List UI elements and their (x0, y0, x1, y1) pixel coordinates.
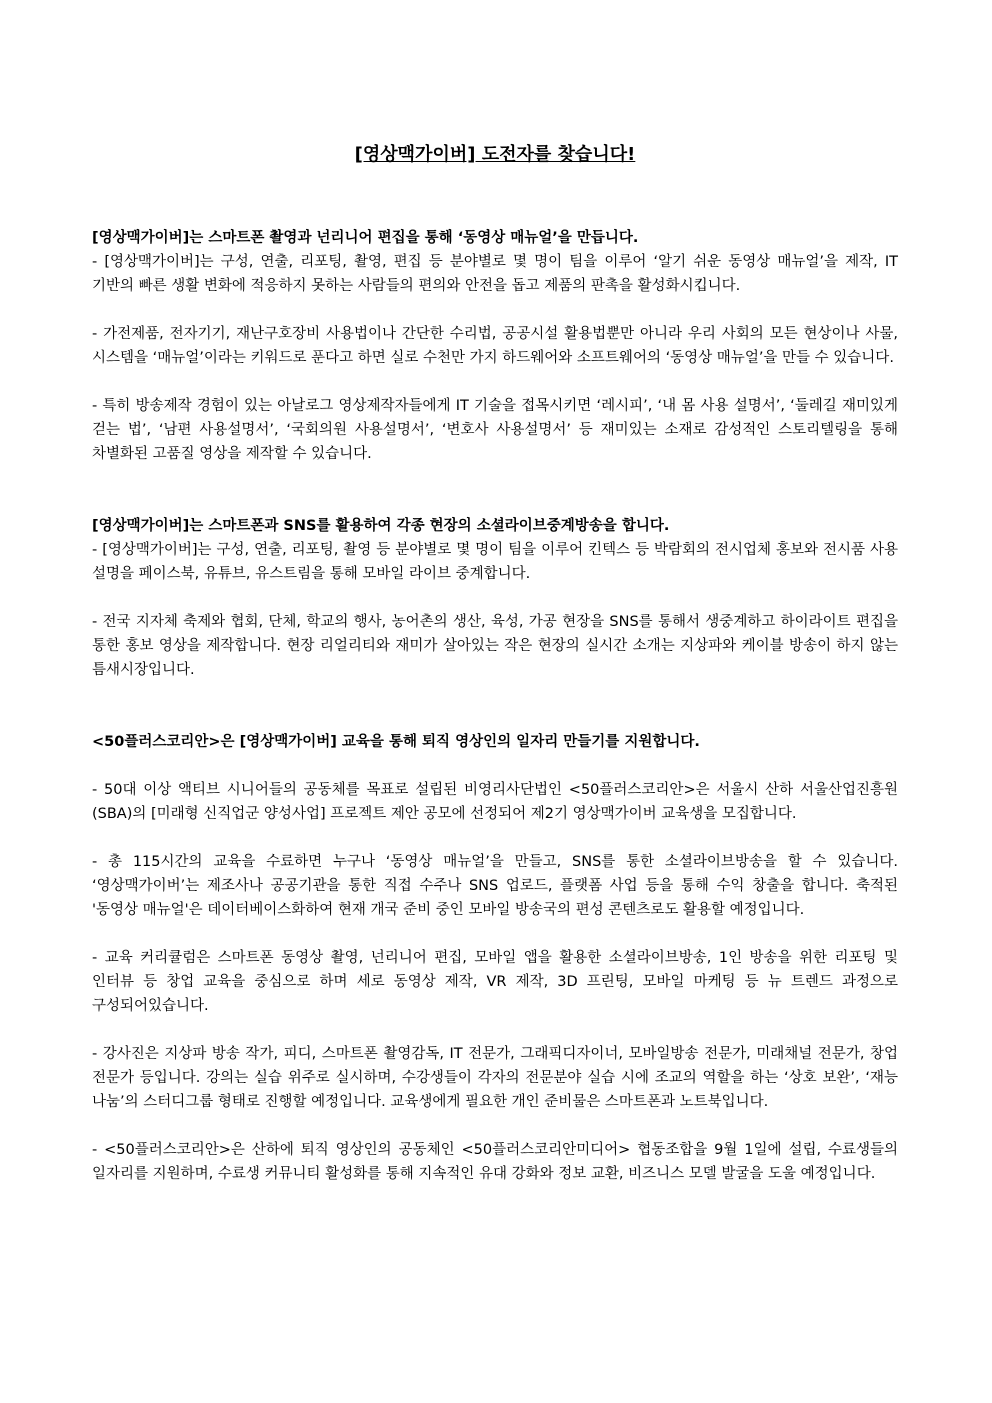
paragraph: - [영상맥가이버]는 구성, 연출, 리포팅, 촬영 등 분야별로 몇 명이 팀을 이루어 킨텍스 등 박람회의 전시업체 홍보와 전시품 사용 설명을 페이스북, 유튜브, 유스트림을 통해 모바일 라이브 중계합니다. (92, 542, 898, 582)
section-heading: [영상맥가이버]는 스마트폰과 SNS를 활용하여 각종 현장의 소셜라이브중계방송을 합니다. (92, 518, 670, 534)
document-title: [영상맥가이버] 도전자를 찾습니다! (354, 144, 636, 165)
paragraph: - 전국 지자체 축제와 협회, 단체, 학교의 행사, 농어촌의 생산, 육성, 가공 현장을 SNS를 통해서 생중계하고 하이라이트 편집을 통한 홍보 영상을 제작합니다. 현장 리얼리티와 재미가 살아있는 작은 현장의 실시간 소개는 지상파와 케이블 방송이 하지 않는 틈새시장입니다. (92, 614, 898, 678)
document-page (92, 140, 898, 1186)
paragraph: - [영상맥가이버]는 구성, 연출, 리포팅, 촬영, 편집 등 분야별로 몇 명이 팀을 이루어 ‘알기 쉬운 동영상 매뉴얼’을 제작, IT 기반의 빠른 생활 변화에 적응하지 못하는 사람들의 편의와 안전을 돕고 제품의 판촉을 활성화시킵니다. (92, 254, 898, 294)
section-heading: [영상맥가이버]는 스마트폰 촬영과 넌리니어 편집을 통해 ‘동영상 매뉴얼’을 만듭니다. (92, 230, 639, 246)
section-social-live (92, 514, 898, 682)
section-education (92, 730, 898, 1186)
paragraph: - 가전제품, 전자기기, 재난구호장비 사용법이나 간단한 수리법, 공공시설 활용법뿐만 아니라 우리 사회의 모든 현상이나 사물, 시스템을 ‘매뉴얼’이라는 키워드로 푼다고 하면 실로 수천만 가지 하드웨어와 소프트웨어의 ‘동영상 매뉴얼’을 만들 수 있습니다. (92, 326, 898, 366)
paragraph: - 특히 방송제작 경험이 있는 아날로그 영상제작자들에게 IT 기술을 접목시키면 ‘레시피’, ‘내 몸 사용 설명서’, ‘둘레길 재미있게 걷는 법’, ‘남편 사용설명서’, ‘국회의원 사용설명서’, ‘변호사 사용설명서’ 등 재미있는 소재로 감성적인 스토리텔링을 통해 차별화된 고품질 영상을 제작할 수 있습니다. (92, 398, 898, 462)
spacer (92, 170, 898, 226)
paragraph: - <50플러스코리안>은 산하에 퇴직 영상인의 공동체인 <50플러스코리안미디어> 협동조합을 9월 1일에 설립, 수료생들의 일자리를 지원하며, 수료생 커뮤니티 활성화를 통해 지속적인 유대 강화와 정보 교환, 비즈니스 모델 발굴을 도울 예정입니다. (92, 1142, 898, 1182)
paragraph: - 강사진은 지상파 방송 작가, 피디, 스마트폰 촬영감독, IT 전문가, 그래픽디자이너, 모바일방송 전문가, 미래채널 전문가, 창업 전문가 등입니다. 강의는 실습 위주로 실시하며, 수강생들이 각자의 전문분야 실습 시에 조교의 역할을 하는 ‘상호 보완’, ‘재능 나눔’의 스터디그룹 형태로 진행할 예정입니다. 교육생에게 필요한 개인 준비물은 스마트폰과 노트북입니다. (92, 1046, 898, 1110)
paragraph: - 교육 커리큘럼은 스마트폰 동영상 촬영, 넌리니어 편집, 모바일 앱을 활용한 소셜라이브방송, 1인 방송을 위한 리포팅 및 인터뷰 등 창업 교육을 중심으로 하며 세로 동영상 제작, VR 제작, 3D 프린팅, 모바일 마케팅 등 뉴 트렌드 과정으로 구성되어있습니다. (92, 950, 898, 1014)
section-video-manual (92, 226, 898, 466)
section-heading: <50플러스코리안>은 [영상맥가이버] 교육을 통해 퇴직 영상인의 일자리 만들기를 지원합니다. (92, 734, 700, 750)
paragraph: - 50대 이상 액티브 시니어들의 공동체를 목표로 설립된 비영리사단법인 <50플러스코리안>은 서울시 산하 서울산업진흥원(SBA)의 [미래형 신직업군 양성사업] 프로젝트 제안 공모에 선정되어 제2기 영상맥가이버 교육생을 모집합니다. (92, 782, 898, 822)
paragraph: - 총 115시간의 교육을 수료하면 누구나 ‘동영상 매뉴얼’을 만들고, SNS를 통한 소셜라이브방송을 할 수 있습니다. ‘영상맥가이버’는 제조사나 공공기관을 통한 직접 수주나 SNS 업로드, 플랫폼 사업 등을 통해 수익 창출을 합니다. 축적된 '동영상 매뉴얼'은 데이터베이스화하여 현재 개국 준비 중인 모바일 방송국의 편성 콘텐츠로도 활용할 예정입니다. (92, 854, 898, 918)
